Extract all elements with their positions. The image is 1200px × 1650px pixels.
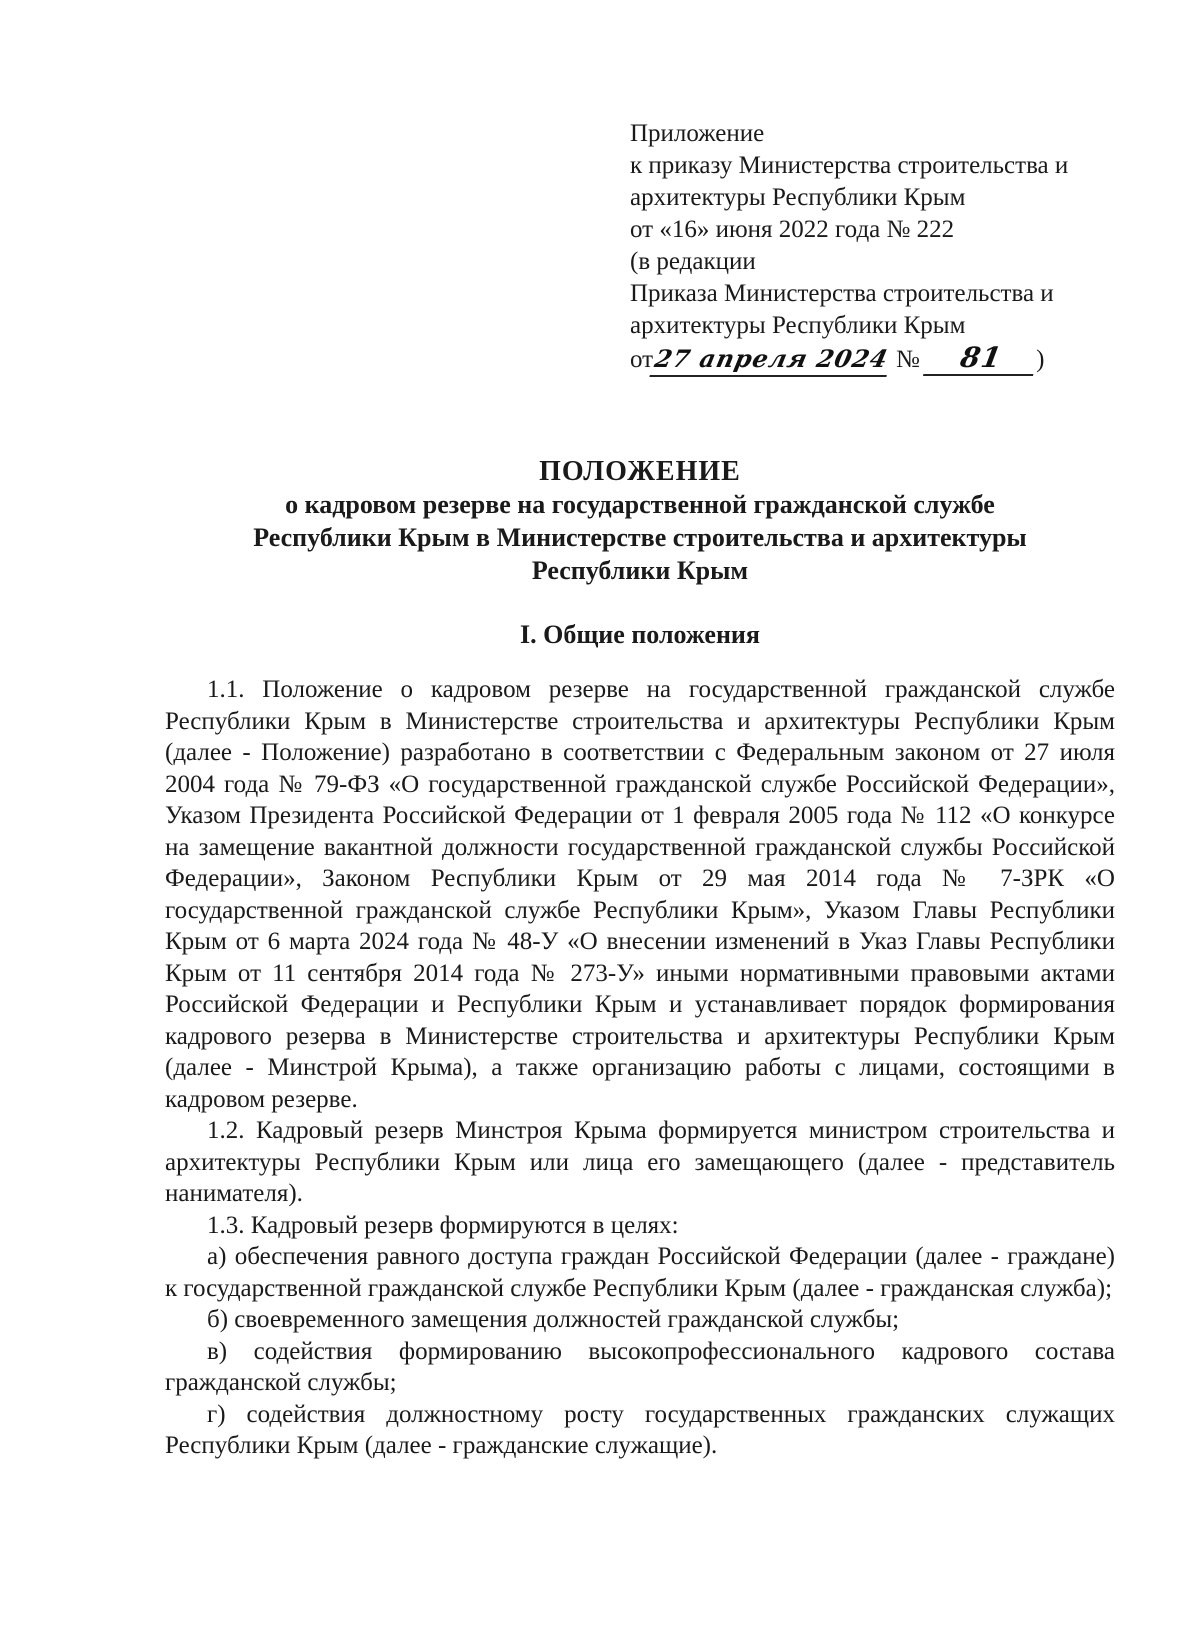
list-item: б) своевременного замещения должностей гражданской службы; [207,1306,900,1333]
appendix-line: Приказа Министерства строительства и [630,280,1054,307]
sign-number-label: № [895,346,920,373]
document-body [165,674,1115,1462]
appendix-line: (в редакции [630,248,756,275]
appendix-line: архитектуры Республики Крым [630,184,966,211]
appendix-line: к приказу Министерства строительства и [630,152,1069,179]
list-item: г) содействия должностному росту государственных гражданских служащих Республики Крым (далее - гражданские служащие). [165,1400,1115,1459]
title-line: Республики Крым [531,556,749,585]
title-line: Республики Крым в Министерстве строительства и архитектуры [253,523,1027,552]
appendix-block [630,118,1130,378]
document-title [160,455,1120,587]
title-main: ПОЛОЖЕНИЕ [539,456,741,487]
sign-close: ) [1036,346,1045,373]
handwritten-date: 27 апреля 2024 [649,343,893,377]
list-item: в) содействия формированию высокопрофессионального кадрового состава гражданской службы; [165,1337,1115,1396]
appendix-line: от «16» июня 2022 года № 222 [630,216,955,243]
title-line: о кадровом резерве на государственной гражданской службе [285,490,995,519]
appendix-line: архитектуры Республики Крым [630,312,966,339]
section-heading: I. Общие положения [520,620,760,649]
sign-prefix: от [630,346,654,373]
paragraph: 1.1. Положение о кадровом резерве на государственной гражданской службе Республики Крым в Министерстве строительства и архитектуры Республики Крым (далее - Положение) разработано в соответствии с Федеральным законом от 27 июля 2004 года № 79-ФЗ «О государственной гражданской службе Российской Федерации», Указом Президента Российской Федерации от 1 февраля 2005 года № 112 «О конкурсе на замещение вакантной должности государственной гражданской службы Российской Федерации», Законом Республики Крым от 29 мая 2014 года № 7-ЗРК «О государственной гражданской службе Республики Крым», Указом Главы Республики Крым от 6 марта 2024 года № 48-У «О внесении изменений в Указ Главы Республики Крым от 11 сентября 2014 года № 273-У» иными нормативными правовыми актами Российской Федерации и Республики Крым и устанавливает порядок формирования кадрового резерва в Министерстве строительства и архитектуры Республики Крым (далее - Минстрой Крыма), а также организацию работы с лицами, состоящими в кадровом резерве. [165,676,1115,1113]
revision-signature-line [630,342,1130,378]
paragraph: 1.3. Кадровый резерв формируются в целях: [207,1211,679,1239]
appendix-line: Приложение [630,120,765,147]
handwritten-number: 81 [923,342,1039,376]
paragraph: 1.2. Кадровый резерв Минстроя Крыма формируется министром строительства и архитектуры Республики Крым или лица его замещающего (далее - представитель нанимателя). [165,1117,1115,1207]
list-item: а) обеспечения равного доступа граждан Российской Федерации (далее - граждане) к государственной гражданской службе Республики Крым (далее - гражданская служба); [165,1243,1115,1302]
